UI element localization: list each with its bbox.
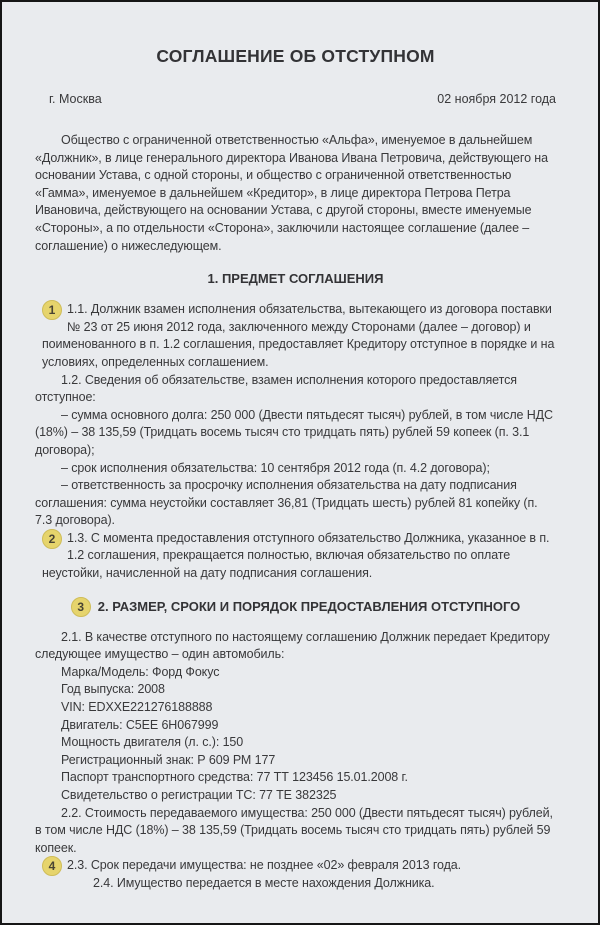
document-body [35, 132, 556, 893]
clause-1-1: 1.1. Должник взамен исполнения обязательства, вытекающего из договора поставки № 23 от 25 июня 2012 года, заключенного между Сторонами (далее – договор) и поименованного в п. 1.2 соглашения, предоставляет Кредитору отступное в порядке и на условиях, определенных соглашением. [42, 302, 555, 369]
clause-2-4: 2.4. Имущество передается в месте нахождения Должника. [93, 875, 435, 890]
clause-2-1: 2.1. В качестве отступного по настоящему соглашению Должник передает Кредитору следующее имущество – один автомобиль: [35, 629, 550, 662]
car-spec-year: Год выпуска: 2008 [61, 682, 165, 697]
car-spec-make-model: Марка/Модель: Форд Фокус [61, 664, 220, 679]
car-spec-plate: Регистрационный знак: Р 609 РМ 177 [61, 752, 276, 767]
intro-paragraph: Общество с ограниченной ответственностью «Альфа», именуемое в дальнейшем «Должник», в лице генерального директора Иванова Ивана Петровича, действующего на основании Устава, с одной стороны, и общество с ограниченной ответственностью «Гамма», именуемое в дальнейшем «Кредитор», в лице директора Петрова Петра Ивановича, действующего на основании Устава, с другой стороны, вместе именуемые «Стороны», а по отдельности «Сторона», заключили настоящее соглашение (далее – соглашение) о нижеследующем. [35, 133, 548, 253]
car-spec-vin: VIN: EDXXE221276188888 [61, 700, 213, 715]
section2-heading-row [35, 596, 556, 618]
car-spec-power: Мощность двигателя (л. с.): 150 [61, 735, 244, 750]
city-label: г. Москва [49, 92, 102, 106]
car-spec-passport: Паспорт транспортного средства: 77 ТТ 123456 15.01.2008 г. [61, 770, 408, 785]
callout-badge-4: 4 [42, 856, 62, 876]
clause-2-3: 2.3. Срок передачи имущества: не позднее «02» февраля 2013 года. [67, 858, 462, 873]
document-title: СОГЛАШЕНИЕ ОБ ОТСТУПНОМ [156, 46, 435, 66]
callout-badge-1: 1 [42, 300, 62, 320]
clause-1-2: 1.2. Сведения об обязательстве, взамен исполнения которого предоставляется отступное: [35, 372, 517, 405]
clause-1-2-item-term: – срок исполнения обязательства: 10 сентября 2012 года (п. 4.2 договора); [61, 460, 490, 475]
clause-2-2: 2.2. Стоимость передаваемого имущества: 250 000 (Двести пятьдесят тысяч) рублей, в том числе НДС (18%) – 38 135,59 (Тридцать восемь тысяч сто тридцать пять) рублей 59 копеек. [35, 805, 553, 855]
car-spec-registration: Свидетельство о регистрации ТС: 77 ТЕ 382325 [61, 788, 337, 802]
clause-1-2-item-debt: – сумма основного долга: 250 000 (Двести пятьдесят тысяч) рублей, в том числе НДС (18%) – 38 135,59 (Тридцать восемь тысяч сто тридцать пять) рублей 59 копеек (п. 3.1 договора); [35, 407, 553, 457]
agreement-document [2, 2, 598, 893]
clause-1-2-item-penalty: – ответственность за просрочку исполнения обязательства на дату подписания соглашения: сумма неустойки составляет 36,81 (Тридцать шесть) рублей 81 копейку (п. 7.3 договора). [35, 478, 538, 528]
car-spec-list [35, 664, 556, 805]
callout-badge-3: 3 [71, 597, 91, 617]
car-spec-engine: Двигатель: C5EE 6H067999 [61, 717, 219, 732]
clause-1-3: 1.3. С момента предоставления отступного обязательство Должника, указанное в п. 1.2 соглашения, прекращается полностью, включая обязательство по оплате неустойки, начисленной на дату подписания соглашения. [42, 530, 550, 581]
section2-heading: 2. РАЗМЕР, СРОКИ И ПОРЯДОК ПРЕДОСТАВЛЕНИЯ ОТСТУПНОГО [97, 598, 521, 614]
date-label: 02 ноября 2012 года [437, 92, 556, 106]
meta-row [49, 91, 556, 108]
clause-1-1-block [42, 301, 556, 371]
clause-1-3-block [42, 530, 556, 583]
section1-heading: 1. ПРЕДМЕТ СОГЛАШЕНИЯ [207, 271, 384, 287]
clause-2-3-block [42, 857, 556, 875]
callout-badge-2: 2 [42, 529, 62, 549]
